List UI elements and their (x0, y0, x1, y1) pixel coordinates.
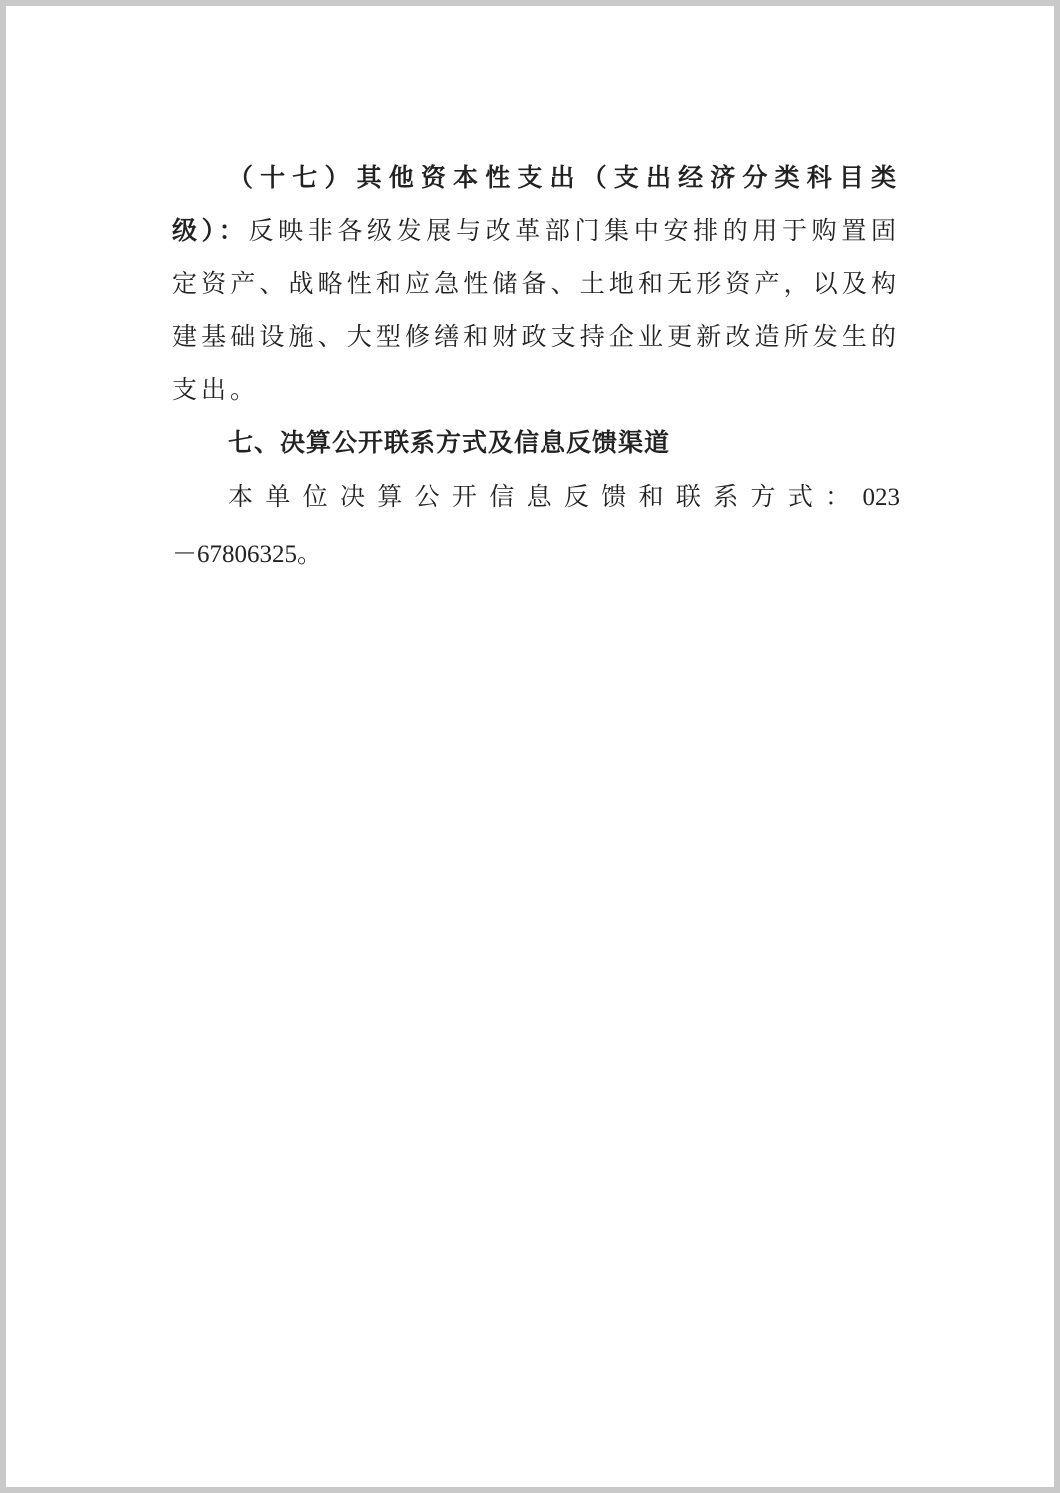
section-17-title: （十七）其他资本性支出（支出经济分类科目类级）： (172, 163, 900, 245)
section-7-heading: 七、决算公开联系方式及信息反馈渠道 (228, 428, 671, 457)
document-content (172, 151, 900, 583)
section-17-body: 反映非各级发展与改革部门集中安排的用于购置固定资产、战略性和应急性储备、土地和无形资产，以及构建基础设施、大型修缮和财政支持企业更新改造所发生的支出。 (172, 216, 900, 404)
section-17-paragraph (172, 151, 900, 416)
contact-paragraph (172, 469, 900, 583)
contact-label: 本单位决算公开信息反馈和联系方式： (228, 482, 863, 511)
contact-number: 023－67806325。 (172, 484, 900, 568)
